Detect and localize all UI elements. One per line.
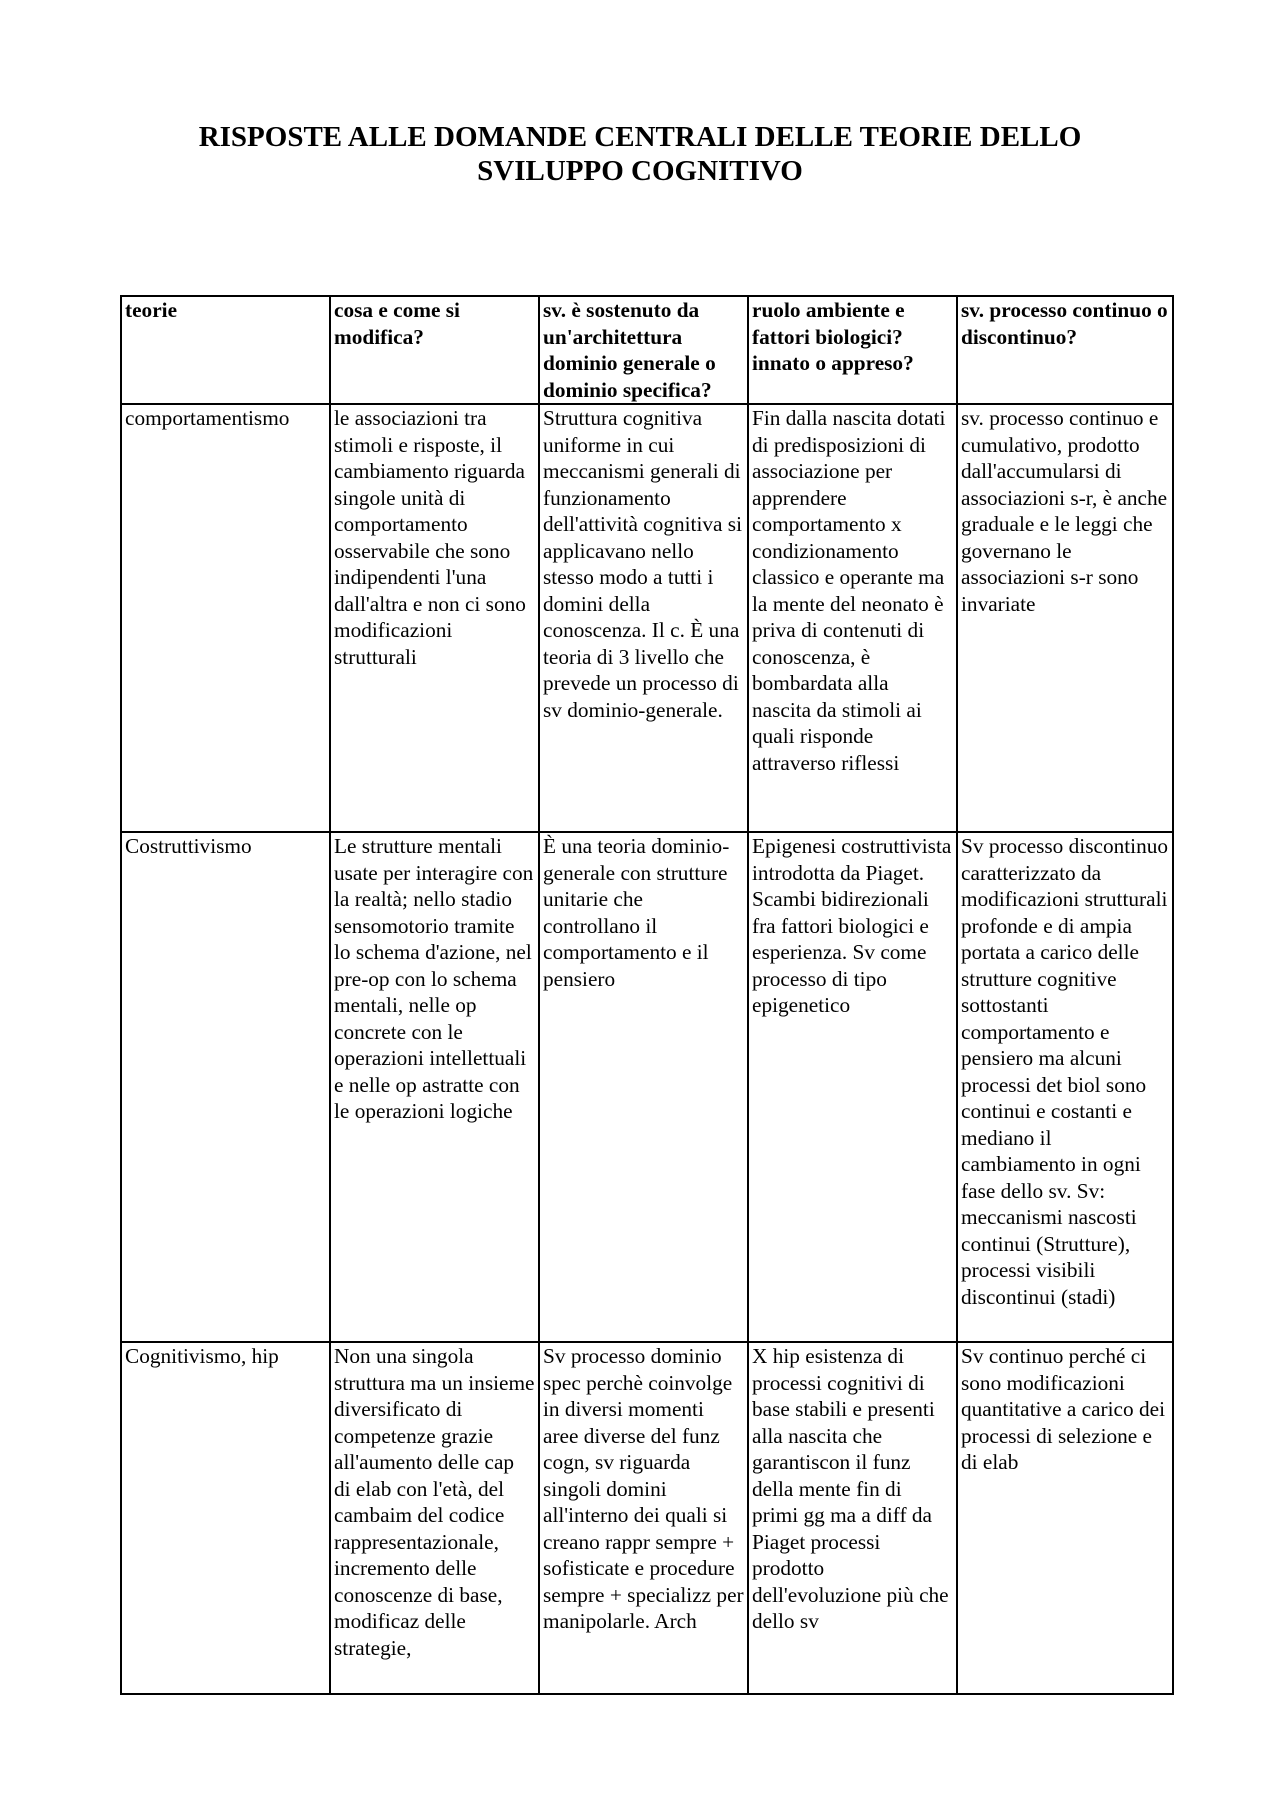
table-row <box>121 404 1173 832</box>
cell-cosa-cambia: Le strutture mentali usate per interagire con la realtà; nello stadio sensomotorio tramite lo schema d'azione, nel pre-op con lo schema mentali, nelle op concrete con le operazioni intellettuali e nelle op astratte con le operazioni logiche <box>330 832 539 1342</box>
cell-ambiente-biologia: Epigenesi costruttivista introdotta da Piaget. Scambi bidirezionali fra fattori biologici e esperienza. Sv come processo di tipo epigenetico <box>748 832 957 1342</box>
cell-architettura: Struttura cognitiva uniforme in cui meccanismi generali di funzionamento dell'attività cognitiva si applicavano nello stesso modo a tutti i domini della conoscenza. Il c. È una teoria di 3 livello che prevede un processo di sv dominio-generale. <box>539 404 748 832</box>
header-architettura: sv. è sostenuto da un'architettura dominio generale o dominio specifica? <box>539 296 748 404</box>
theories-table <box>120 295 1174 1695</box>
page-title <box>120 120 1160 188</box>
page-title-line-2: SVILUPPO COGNITIVO <box>477 155 803 187</box>
header-teorie: teorie <box>121 296 330 404</box>
cell-cosa-cambia: le associazioni tra stimoli e risposte, il cambiamento riguarda singole unità di comportamento osservabile che sono indipendenti l'una dall'altra e non ci sono modificazioni strutturali <box>330 404 539 832</box>
page-title-line-1: RISPOSTE ALLE DOMANDE CENTRALI DELLE TEORIE DELLO <box>198 121 1082 153</box>
cell-continuita: sv. processo continuo e cumulativo, prodotto dall'accumularsi di associazioni s-r, è anche graduale e le leggi che governano le associazioni s-r sono invariate <box>957 404 1173 832</box>
cell-cosa-cambia: Non una singola struttura ma un insieme diversificato di competenze grazie all'aumento delle cap di elab con l'età, del cambaim del codice rappresentazionale, incremento delle conoscenze di base, modificaz delle strategie, <box>330 1342 539 1694</box>
header-ambiente-biologia: ruolo ambiente e fattori biologici? innato o appreso? <box>748 296 957 404</box>
cell-ambiente-biologia: Fin dalla nascita dotati di predisposizioni di associazione per apprendere comportamento x condizionamento classico e operante ma la mente del neonato è priva di contenuti di conoscenza, è bombardata alla nascita da stimoli ai quali risponde attraverso riflessi <box>748 404 957 832</box>
cell-theory-name: comportamentismo <box>121 404 330 832</box>
header-continuita: sv. processo continuo o discontinuo? <box>957 296 1173 404</box>
table-header-row <box>121 296 1173 404</box>
cell-architettura: Sv processo dominio spec perchè coinvolge in diversi momenti aree diverse del funz cogn, sv riguarda singoli domini all'interno dei quali si creano rappr sempre + sofisticate e procedure sempre + specializz per manipolarle. Arch <box>539 1342 748 1694</box>
cell-ambiente-biologia: X hip esistenza di processi cognitivi di base stabili e presenti alla nascita che garantiscon il funz della mente fin di primi gg ma a diff da Piaget processi prodotto dell'evoluzione più che dello sv <box>748 1342 957 1694</box>
cell-continuita: Sv continuo perché ci sono modificazioni quantitative a carico dei processi di selezione e di elab <box>957 1342 1173 1694</box>
cell-architettura: È una teoria dominio-generale con strutture unitarie che controllano il comportamento e il pensiero <box>539 832 748 1342</box>
table-row <box>121 832 1173 1342</box>
cell-continuita: Sv processo discontinuo caratterizzato da modificazioni strutturali profonde e di ampia portata a carico delle strutture cognitive sottostanti comportamento e pensiero ma alcuni processi det biol sono continui e costanti e mediano il cambiamento in ogni fase dello sv. Sv: meccanismi nascosti continui (Strutture), processi visibili discontinui (stadi) <box>957 832 1173 1342</box>
cell-theory-name: Cognitivismo, hip <box>121 1342 330 1694</box>
cell-theory-name: Costruttivismo <box>121 832 330 1342</box>
table-row <box>121 1342 1173 1694</box>
header-cosa-cambia: cosa e come si modifica? <box>330 296 539 404</box>
